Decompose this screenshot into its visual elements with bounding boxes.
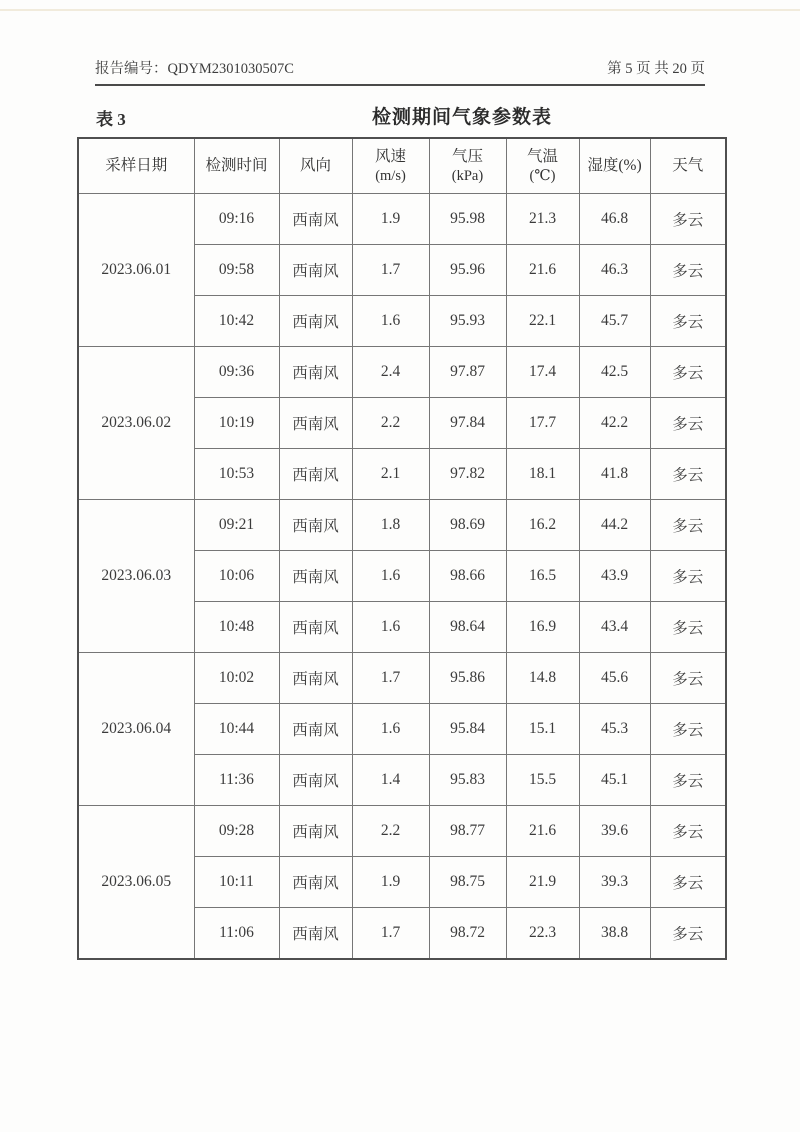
wind-speed-cell: 1.6 [352, 551, 429, 602]
wind-direction-cell: 西南风 [279, 602, 352, 653]
col-header-sub: (m/s) [375, 167, 406, 184]
pressure-cell: 95.96 [429, 245, 506, 296]
time-cell: 10:42 [194, 296, 279, 347]
header-divider [95, 84, 705, 86]
pressure-cell: 98.69 [429, 500, 506, 551]
humidity-cell: 45.3 [579, 704, 650, 755]
weather-cell: 多云 [650, 908, 726, 960]
date-cell: 2023.06.01 [78, 194, 194, 347]
time-cell: 09:28 [194, 806, 279, 857]
time-cell: 10:19 [194, 398, 279, 449]
humidity-cell: 43.4 [579, 602, 650, 653]
weather-cell: 多云 [650, 653, 726, 704]
pressure-cell: 97.87 [429, 347, 506, 398]
wind-direction-cell: 西南风 [279, 551, 352, 602]
weather-cell: 多云 [650, 245, 726, 296]
humidity-cell: 46.3 [579, 245, 650, 296]
col-header-wind-direction [279, 138, 352, 194]
temperature-cell: 22.1 [506, 296, 579, 347]
temperature-cell: 22.3 [506, 908, 579, 960]
humidity-cell: 42.2 [579, 398, 650, 449]
col-header-detect-time [194, 138, 279, 194]
wind-direction-cell: 西南风 [279, 500, 352, 551]
weather-cell: 多云 [650, 194, 726, 245]
wind-direction-cell: 西南风 [279, 755, 352, 806]
temperature-cell: 16.9 [506, 602, 579, 653]
pressure-cell: 98.77 [429, 806, 506, 857]
time-cell: 11:06 [194, 908, 279, 960]
wind-direction-cell: 西南风 [279, 347, 352, 398]
wind-speed-cell: 1.4 [352, 755, 429, 806]
humidity-cell: 46.8 [579, 194, 650, 245]
pressure-cell: 98.64 [429, 602, 506, 653]
report-number: 报告编号：QDYM2301030507C [95, 61, 294, 77]
humidity-cell: 41.8 [579, 449, 650, 500]
wind-speed-cell: 1.9 [352, 194, 429, 245]
humidity-cell: 38.8 [579, 908, 650, 960]
wind-speed-cell: 1.7 [352, 653, 429, 704]
pressure-cell: 95.93 [429, 296, 506, 347]
weather-cell: 多云 [650, 602, 726, 653]
pressure-cell: 95.98 [429, 194, 506, 245]
time-cell: 10:44 [194, 704, 279, 755]
date-cell: 2023.06.05 [78, 806, 194, 960]
humidity-cell: 45.7 [579, 296, 650, 347]
weather-cell: 多云 [650, 296, 726, 347]
document-header [95, 57, 705, 78]
scan-artifact-line [0, 9, 800, 11]
col-header-label: 风向 [299, 157, 331, 175]
table-row [78, 347, 726, 398]
wind-speed-cell: 1.9 [352, 857, 429, 908]
time-cell: 10:11 [194, 857, 279, 908]
weather-cell: 多云 [650, 704, 726, 755]
col-header-label: 检测时间 [205, 157, 268, 175]
temperature-cell: 16.5 [506, 551, 579, 602]
humidity-cell: 45.6 [579, 653, 650, 704]
wind-direction-cell: 西南风 [279, 398, 352, 449]
wind-speed-cell: 2.4 [352, 347, 429, 398]
col-header-pressure [429, 138, 506, 194]
temperature-cell: 21.6 [506, 806, 579, 857]
table-title-row [0, 102, 800, 130]
humidity-cell: 45.1 [579, 755, 650, 806]
col-header-label: 风速 [374, 148, 406, 166]
weather-cell: 多云 [650, 857, 726, 908]
table-row [78, 500, 726, 551]
pressure-cell: 95.86 [429, 653, 506, 704]
time-cell: 11:36 [194, 755, 279, 806]
pressure-cell: 98.72 [429, 908, 506, 960]
temperature-cell: 17.7 [506, 398, 579, 449]
col-header-weather [650, 138, 726, 194]
wind-speed-cell: 1.6 [352, 704, 429, 755]
time-cell: 09:21 [194, 500, 279, 551]
wind-direction-cell: 西南风 [279, 806, 352, 857]
weather-cell: 多云 [650, 398, 726, 449]
temperature-cell: 16.2 [506, 500, 579, 551]
weather-cell: 多云 [650, 551, 726, 602]
time-cell: 09:16 [194, 194, 279, 245]
wind-direction-cell: 西南风 [279, 857, 352, 908]
time-cell: 09:58 [194, 245, 279, 296]
humidity-cell: 39.3 [579, 857, 650, 908]
table-label: 表 3 [96, 110, 126, 129]
col-header-label: 湿度(%) [587, 157, 642, 175]
weather-cell: 多云 [650, 500, 726, 551]
humidity-cell: 42.5 [579, 347, 650, 398]
time-cell: 10:06 [194, 551, 279, 602]
date-cell: 2023.06.03 [78, 500, 194, 653]
wind-direction-cell: 西南风 [279, 449, 352, 500]
wind-direction-cell: 西南风 [279, 704, 352, 755]
weather-cell: 多云 [650, 449, 726, 500]
page-indicator: 第 5 页 共 20 页 [607, 61, 705, 77]
wind-speed-cell: 2.1 [352, 449, 429, 500]
table-row [78, 194, 726, 245]
temperature-cell: 14.8 [506, 653, 579, 704]
pressure-cell: 97.84 [429, 398, 506, 449]
wind-speed-cell: 1.6 [352, 296, 429, 347]
col-header-temperature [506, 138, 579, 194]
humidity-cell: 43.9 [579, 551, 650, 602]
date-cell: 2023.06.04 [78, 653, 194, 806]
weather-parameters-table [77, 137, 727, 960]
wind-speed-cell: 1.6 [352, 602, 429, 653]
weather-cell: 多云 [650, 755, 726, 806]
col-header-label: 气温 [526, 148, 558, 166]
temperature-cell: 17.4 [506, 347, 579, 398]
page-title: 检测期间气象参数表 [371, 107, 553, 128]
wind-speed-cell: 1.7 [352, 245, 429, 296]
col-header-label: 气压 [451, 148, 483, 166]
pressure-cell: 95.84 [429, 704, 506, 755]
wind-direction-cell: 西南风 [279, 245, 352, 296]
temperature-cell: 15.1 [506, 704, 579, 755]
pressure-cell: 97.82 [429, 449, 506, 500]
temperature-cell: 18.1 [506, 449, 579, 500]
humidity-cell: 39.6 [579, 806, 650, 857]
col-header-sub: (kPa) [451, 167, 484, 184]
time-cell: 09:36 [194, 347, 279, 398]
wind-direction-cell: 西南风 [279, 908, 352, 960]
temperature-cell: 21.6 [506, 245, 579, 296]
wind-speed-cell: 1.8 [352, 500, 429, 551]
pressure-cell: 98.75 [429, 857, 506, 908]
temperature-cell: 21.3 [506, 194, 579, 245]
wind-speed-cell: 1.7 [352, 908, 429, 960]
table-row [78, 806, 726, 857]
weather-cell: 多云 [650, 806, 726, 857]
table-row [78, 653, 726, 704]
time-cell: 10:02 [194, 653, 279, 704]
col-header-label: 采样日期 [105, 157, 168, 175]
time-cell: 10:53 [194, 449, 279, 500]
temperature-cell: 21.9 [506, 857, 579, 908]
humidity-cell: 44.2 [579, 500, 650, 551]
col-header-label: 天气 [672, 157, 704, 175]
col-header-humidity [579, 138, 650, 194]
weather-cell: 多云 [650, 347, 726, 398]
col-header-sub: (℃) [529, 167, 556, 184]
col-header-wind-speed [352, 138, 429, 194]
wind-speed-cell: 2.2 [352, 806, 429, 857]
temperature-cell: 15.5 [506, 755, 579, 806]
wind-speed-cell: 2.2 [352, 398, 429, 449]
wind-direction-cell: 西南风 [279, 194, 352, 245]
pressure-cell: 98.66 [429, 551, 506, 602]
col-header-sample-date [78, 138, 194, 194]
pressure-cell: 95.83 [429, 755, 506, 806]
time-cell: 10:48 [194, 602, 279, 653]
date-cell: 2023.06.02 [78, 347, 194, 500]
table-header-row [78, 138, 726, 194]
wind-direction-cell: 西南风 [279, 653, 352, 704]
wind-direction-cell: 西南风 [279, 296, 352, 347]
